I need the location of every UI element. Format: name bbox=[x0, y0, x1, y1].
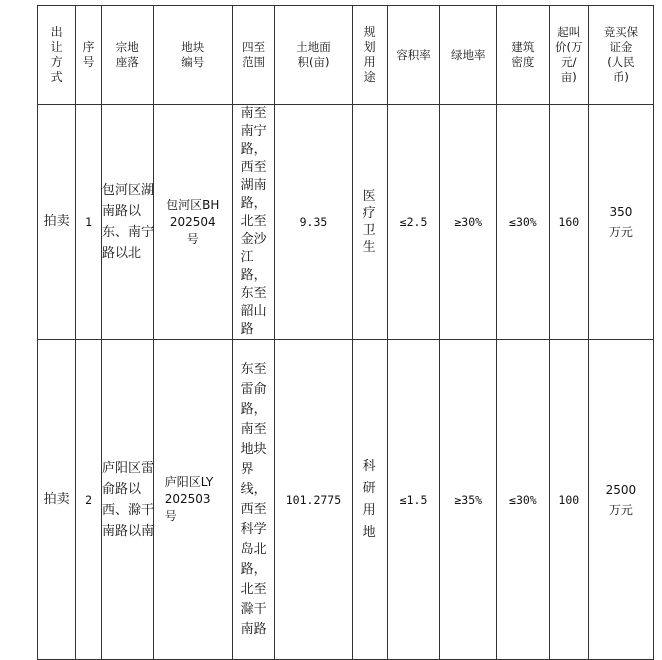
cell-price: 100 bbox=[549, 340, 588, 660]
cell-boundaries: 南至南宁路，西至湖南路，北至金沙江路，东至韶山路 bbox=[232, 105, 274, 340]
header-deposit: 竞买保证金(人民币) bbox=[588, 6, 653, 105]
header-green: 绿地率 bbox=[440, 6, 497, 105]
cell-method: 拍卖 bbox=[38, 340, 76, 660]
cell-area: 101.2775 bbox=[275, 340, 352, 660]
land-auction-table bbox=[37, 5, 654, 660]
cell-deposit: 350万元 bbox=[588, 105, 653, 340]
header-far: 容积率 bbox=[387, 6, 440, 105]
header-price: 起叫价(万元/亩) bbox=[549, 6, 588, 105]
cell-density: ≤30% bbox=[497, 105, 550, 340]
header-density: 建筑密度 bbox=[497, 6, 550, 105]
cell-area: 9.35 bbox=[275, 105, 352, 340]
table-row bbox=[38, 105, 654, 340]
cell-parcel-no: 庐阳区LY202503号 bbox=[153, 340, 232, 660]
cell-location: 包河区湖南路以东、南宁路以北 bbox=[101, 105, 153, 340]
cell-seq: 1 bbox=[76, 105, 102, 340]
cell-use: 医疗卫生 bbox=[352, 105, 387, 340]
cell-location: 庐阳区雷俞路以西、滁干南路以南 bbox=[101, 340, 153, 660]
header-parcel-no: 地块编号 bbox=[153, 6, 232, 105]
header-use: 规划用途 bbox=[352, 6, 387, 105]
header-row bbox=[38, 6, 654, 105]
cell-boundaries: 东至雷俞路，南至地块界线，西至科学岛北路，北至滁干南路 bbox=[232, 340, 274, 660]
cell-parcel-no: 包河区BH202504号 bbox=[153, 105, 232, 340]
cell-density: ≤30% bbox=[497, 340, 550, 660]
cell-price: 160 bbox=[549, 105, 588, 340]
cell-far: ≤2.5 bbox=[387, 105, 440, 340]
header-location: 宗地座落 bbox=[101, 6, 153, 105]
cell-green: ≥35% bbox=[440, 340, 497, 660]
cell-green: ≥30% bbox=[440, 105, 497, 340]
header-method: 出让方式 bbox=[38, 6, 76, 105]
header-seq: 序号 bbox=[76, 6, 102, 105]
cell-use: 科研用地 bbox=[352, 340, 387, 660]
cell-far: ≤1.5 bbox=[387, 340, 440, 660]
header-area: 土地面积(亩) bbox=[275, 6, 352, 105]
cell-seq: 2 bbox=[76, 340, 102, 660]
cell-deposit: 2500万元 bbox=[588, 340, 653, 660]
cell-method: 拍卖 bbox=[38, 105, 76, 340]
header-boundaries: 四至范围 bbox=[232, 6, 274, 105]
table-row bbox=[38, 340, 654, 660]
